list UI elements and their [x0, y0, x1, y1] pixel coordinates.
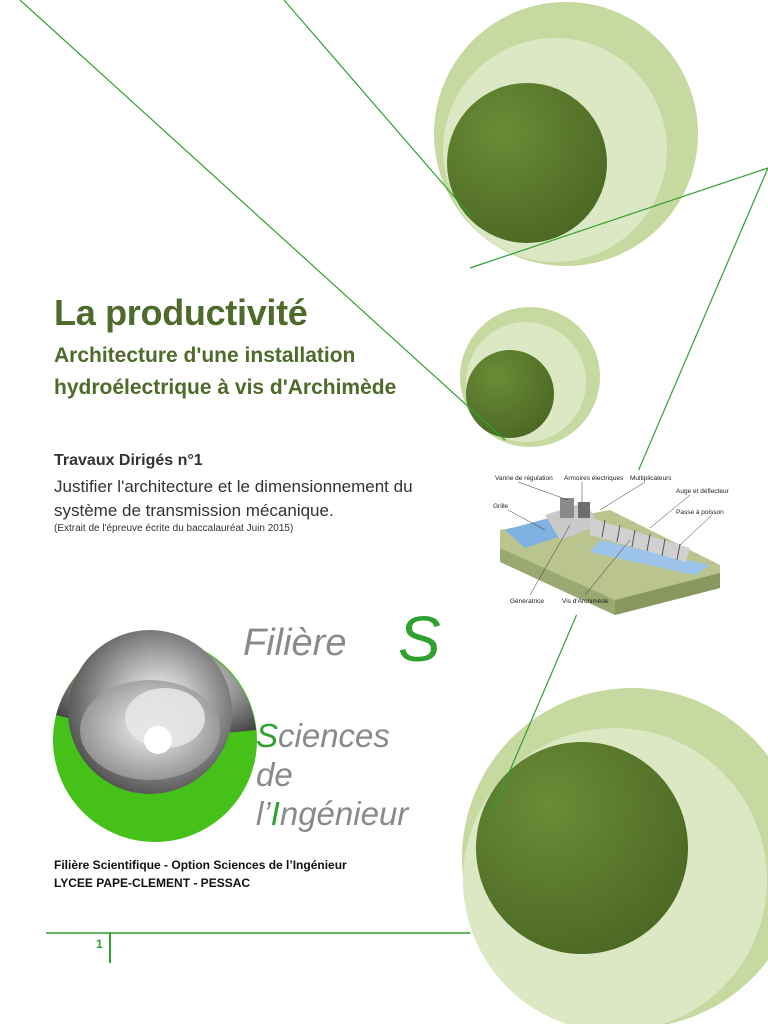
td-title: Travaux Dirigés n°1	[54, 452, 203, 469]
logo-s-letter: S	[398, 603, 441, 675]
label-vanne: Vanne de régulation	[495, 475, 553, 482]
footer-line-1: Filière Scientifique - Option Sciences de l’Ingénieur	[54, 858, 347, 872]
page-subtitle	[54, 340, 396, 404]
td-note: (Extrait de l'épreuve écrite du baccalauréat Juin 2015)	[54, 523, 294, 534]
logo-sciences-rest: ciences	[278, 717, 390, 754]
label-armoires: Armoires électriques	[564, 475, 624, 482]
td-description	[54, 475, 474, 523]
subtitle-line-1: Architecture d'une installation	[54, 344, 356, 367]
label-vis: Vis d'Archimède	[562, 598, 609, 605]
logo-ingenieur-rest: ngénieur	[279, 795, 409, 832]
label-auge: Auge et déflecteur	[676, 488, 729, 495]
label-multiplicateurs: Multiplicateurs	[630, 475, 672, 482]
logo-sphere-icon	[53, 630, 257, 842]
label-passe: Passe à poisson	[676, 509, 724, 516]
circle-middle	[460, 307, 600, 447]
label-grille: Grille	[493, 503, 509, 510]
logo-filiere-text: Filière	[243, 622, 347, 664]
subtitle-line-2: hydroélectrique à vis d'Archimède	[54, 376, 397, 399]
footer-line-2: LYCEE PAPE-CLEMENT - PESSAC	[54, 876, 251, 890]
logo-prefix: l’	[256, 795, 271, 832]
page-number: 1	[96, 937, 103, 951]
logo-initial-s: S	[256, 717, 279, 754]
circle-bottom-right	[462, 688, 768, 1024]
circle-top-right	[434, 2, 698, 266]
label-generatrice: Génératrice	[510, 598, 544, 605]
td-description-line-1: Justifier l'architecture et le dimensionnement du	[54, 477, 413, 496]
hydro-installation-diagram	[490, 470, 730, 615]
logo-initial-i: I	[270, 795, 280, 832]
td-description-line-2: système de transmission mécanique.	[54, 501, 334, 520]
logo-line-ingenieur	[256, 796, 408, 832]
logo-line-de: de	[256, 756, 293, 793]
page-title: La productivité	[54, 292, 308, 333]
logo-line-sciences	[256, 718, 390, 754]
